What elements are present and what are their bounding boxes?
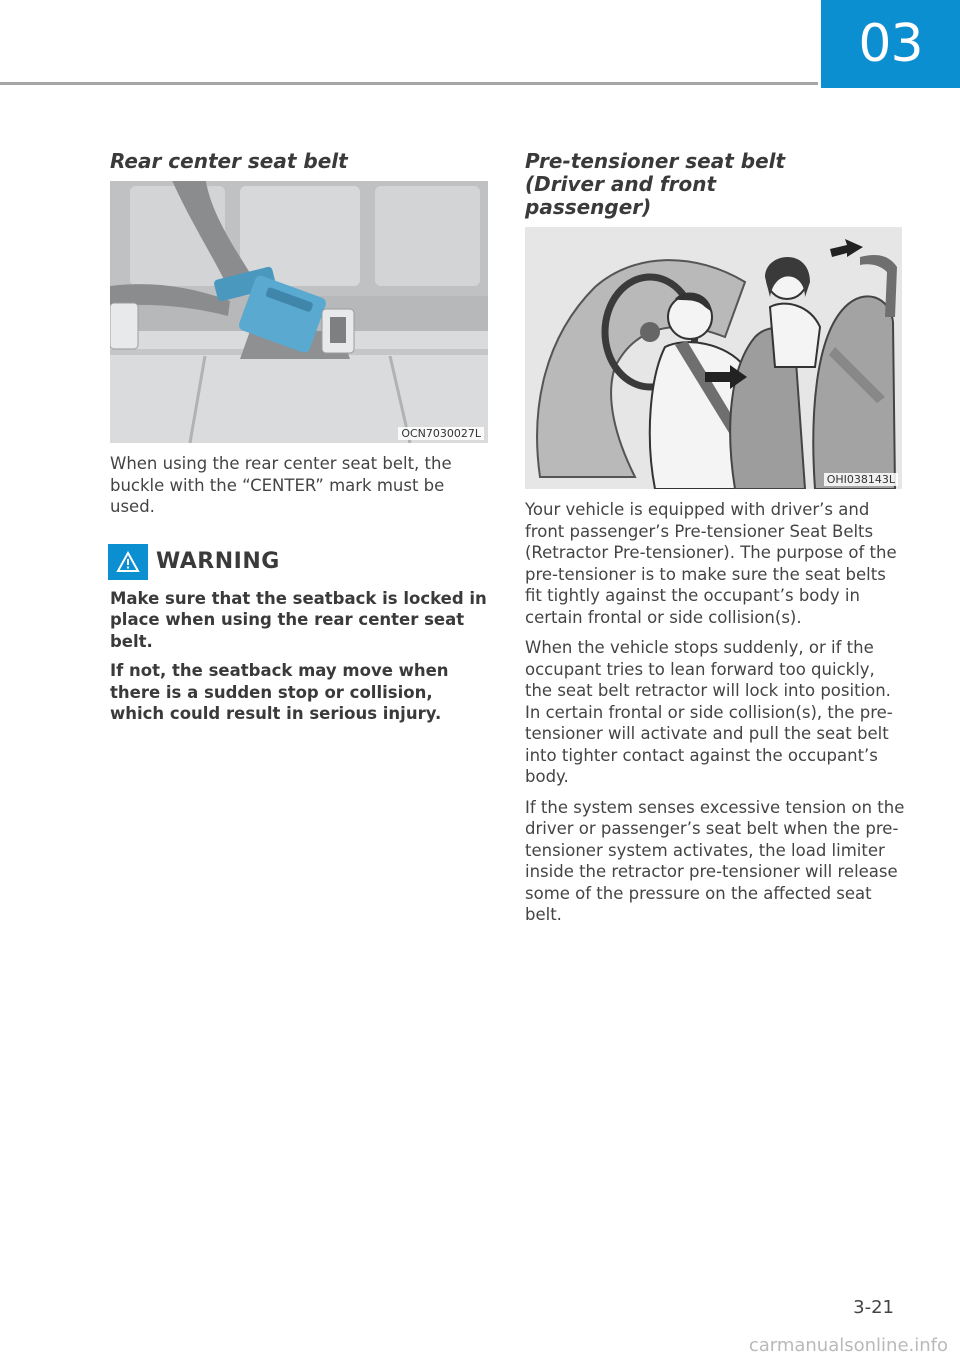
pretensioner-figure bbox=[525, 227, 902, 489]
figure-code: OHI038143L bbox=[824, 473, 898, 486]
warning-triangle-icon bbox=[108, 544, 148, 580]
right-column bbox=[525, 150, 905, 926]
rear-center-paragraph: When using the rear center seat belt, the buckle with the “CENTER” mark must be used. bbox=[110, 454, 452, 516]
warning-header bbox=[110, 544, 488, 580]
pretensioner-illustration bbox=[525, 227, 902, 489]
section-heading-rear-center: Rear center seat belt bbox=[110, 149, 348, 173]
warning-label: WARNING bbox=[156, 549, 280, 574]
section-heading-pretensioner: Pre-tensioner seat belt (Driver and front passenger) bbox=[525, 149, 786, 219]
page-number: 3-21 bbox=[853, 1297, 894, 1318]
pretensioner-paragraph-1: Your vehicle is equipped with driver’s and front passenger’s Pre-tensioner Seat Belts (Retractor Pre-tensioner). The purpose of the pre-tensioner is to make sure the seat belts fit tightly against the occupant’s body in certain frontal or side collision(s). bbox=[525, 500, 897, 627]
figure-code: OCN7030027L bbox=[398, 427, 484, 440]
warning-text-2: If not, the seatback may move when there is a sudden stop or collision, which could result in serious injury. bbox=[110, 661, 449, 723]
pretensioner-paragraph-3: If the system senses excessive tension on the driver or passenger’s seat belt when the pre-tensioner system activates, the load limiter inside the retractor pre-tensioner will release some of the pressure on the affected seat belt. bbox=[525, 797, 905, 924]
header-rule bbox=[0, 82, 818, 85]
rear-seat-buckle-illustration bbox=[110, 181, 488, 443]
warning-text-1: Make sure that the seatback is locked in place when using the rear center seat belt. bbox=[110, 588, 487, 651]
rear-center-belt-figure bbox=[110, 181, 488, 443]
watermark: carmanualsonline.info bbox=[748, 1335, 948, 1356]
left-column bbox=[110, 150, 488, 725]
chapter-tab: 03 bbox=[821, 0, 960, 88]
pretensioner-paragraph-2: When the vehicle stops suddenly, or if the occupant tries to lean forward too quickly, the seat belt retractor will lock into position. In certain frontal or side collision(s), the pre-tensioner will activate and pull the seat belt into tighter contact against the occupant’s body. bbox=[525, 638, 893, 786]
